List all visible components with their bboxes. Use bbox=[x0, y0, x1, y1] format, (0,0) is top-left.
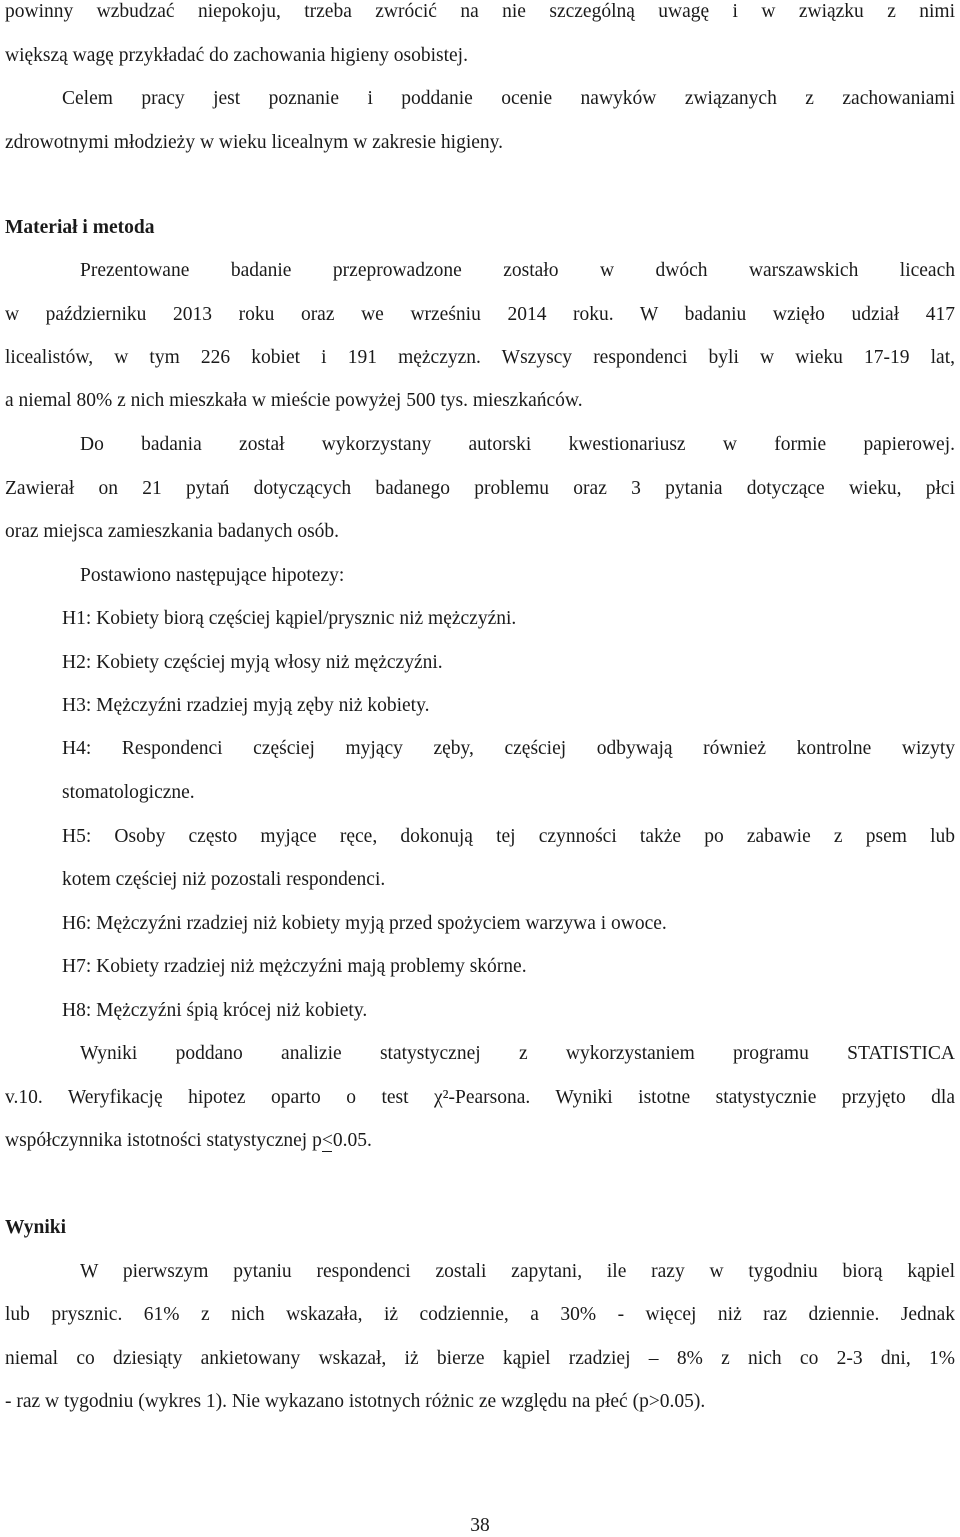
paragraph-line: niemal co dziesiąty ankietowany wskazał, iż bierze kąpiel rzadziej – 8% z nich co 2-3 dni, 1% bbox=[5, 1348, 955, 1369]
hypothesis-item: H8: Mężczyźni śpią krócej niż kobiety. bbox=[62, 1000, 368, 1021]
page-number: 38 bbox=[470, 1515, 490, 1536]
paragraph-line: oraz miejsca zamieszkania badanych osób. bbox=[5, 521, 340, 542]
paragraph-line: w październiku 2013 roku oraz we wrześniu 2014 roku. W badaniu wzięło udział 417 bbox=[5, 304, 955, 325]
stats-line: v.10. Weryfikację hipotez oparto o test χ²-Pearsona. Wyniki istotne statystycznie przyjęto dla bbox=[5, 1087, 955, 1108]
stats-value: 0.05. bbox=[332, 1130, 372, 1151]
intro-line: zdrowotnymi młodzieży w wieku licealnym w zakresie higieny. bbox=[5, 132, 504, 153]
hypothesis-item: stomatologiczne. bbox=[62, 782, 195, 803]
paragraph-line: - raz w tygodniu (wykres 1). Nie wykazano istotnych różnic ze względu na płeć (p>0.05). bbox=[5, 1391, 706, 1412]
hypothesis-item: H3: Mężczyźni rzadziej myją zęby niż kobiety. bbox=[62, 695, 430, 716]
paragraph-line: licealistów, w tym 226 kobiet i 191 mężczyzn. Wszyscy respondenci byli w wieku 17-19 lat, bbox=[5, 347, 955, 368]
paragraph-line: Zawierał on 21 pytań dotyczących badanego problemu oraz 3 pytania dotyczące wieku, płci bbox=[5, 478, 955, 499]
hypothesis-item: H6: Mężczyźni rzadziej niż kobiety myją przed spożyciem warzywa i owoce. bbox=[62, 913, 667, 934]
paragraph-line: Prezentowane badanie przeprowadzone zostało w dwóch warszawskich liceach bbox=[80, 260, 955, 281]
less-or-equal-symbol: < bbox=[321, 1130, 333, 1151]
hypothesis-item: H2: Kobiety częściej myją włosy niż mężczyźni. bbox=[62, 652, 443, 673]
stats-line: Wyniki poddano analizie statystycznej z wykorzystaniem programu STATISTICA bbox=[80, 1043, 955, 1064]
intro-line: większą wagę przykładać do zachowania higieny osobistej. bbox=[5, 45, 468, 66]
stats-text: współczynnika istotności statystycznej p bbox=[5, 1130, 322, 1151]
paragraph-line: lub prysznic. 61% z nich wskazała, iż codziennie, a 30% - więcej niż raz dziennie. Jednak bbox=[5, 1304, 955, 1325]
paragraph-line: W pierwszym pytaniu respondenci zostali zapytani, ile razy w tygodniu biorą kąpiel bbox=[80, 1261, 955, 1282]
section-heading-methods: Materiał i metoda bbox=[5, 217, 155, 238]
intro-line: Celem pracy jest poznanie i poddanie ocenie nawyków związanych z zachowaniami bbox=[62, 88, 955, 109]
section-heading-results: Wyniki bbox=[5, 1217, 67, 1238]
hypotheses-intro: Postawiono następujące hipotezy: bbox=[80, 565, 345, 586]
stats-line bbox=[5, 1129, 955, 1153]
hypothesis-item: H1: Kobiety biorą częściej kąpiel/prysznic niż mężczyźni. bbox=[62, 608, 517, 629]
hypothesis-item: kotem częściej niż pozostali respondenci. bbox=[62, 869, 386, 890]
hypothesis-item: H5: Osoby często myjące ręce, dokonują tej czynności także po zabawie z psem lub bbox=[62, 826, 955, 847]
intro-line: powinny wzbudzać niepokoju, trzeba zwrócić na nie szczególną uwagę i w związku z nimi bbox=[5, 1, 955, 22]
paragraph-line: Do badania został wykorzystany autorski kwestionariusz w formie papierowej. bbox=[80, 434, 955, 455]
hypothesis-item: H7: Kobiety rzadziej niż mężczyźni mają problemy skórne. bbox=[62, 956, 527, 977]
paragraph-line: a niemal 80% z nich mieszkała w mieście powyżej 500 tys. mieszkańców. bbox=[5, 390, 583, 411]
hypothesis-item: H4: Respondenci częściej myjący zęby, częściej odbywają również kontrolne wizyty bbox=[62, 738, 955, 759]
